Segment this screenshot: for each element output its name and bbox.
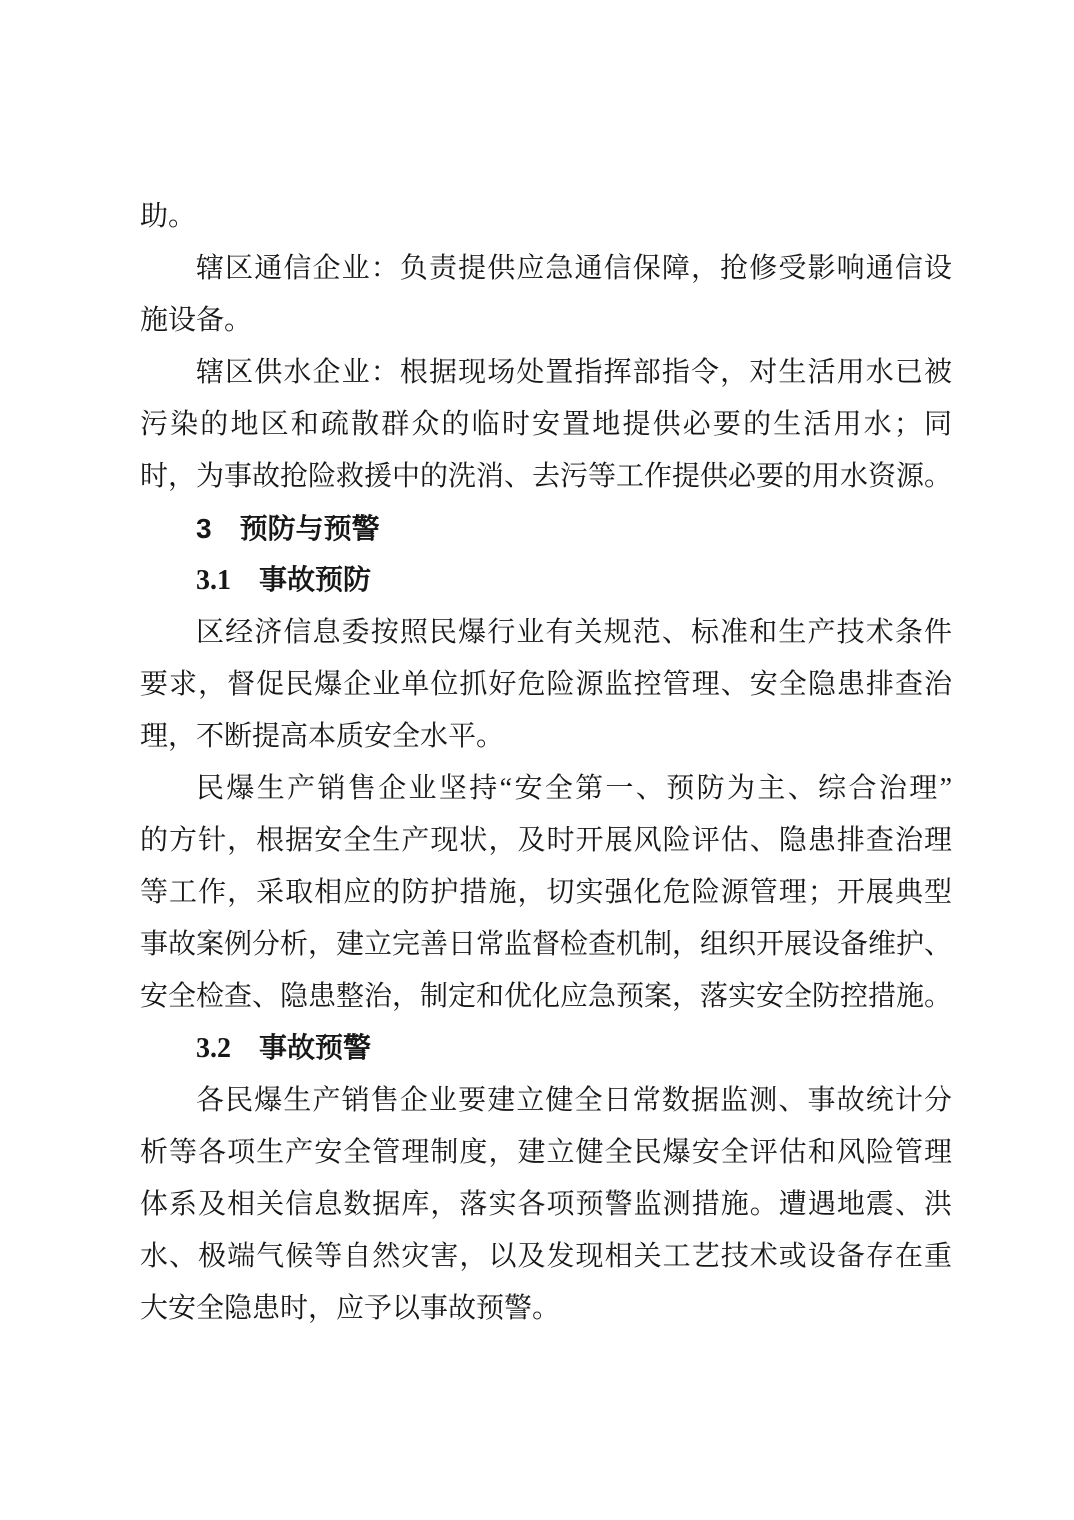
text-line: 辖区通信企业：负责提供应急通信保障，抢修受影响通信设 xyxy=(196,253,952,284)
heading-number: 3.1 xyxy=(196,565,231,596)
heading-title: 预防与预警 xyxy=(239,513,380,544)
text-line: 理，不断提高本质安全水平。 xyxy=(140,721,505,752)
text-line: 大安全隐患时，应予以事故预警。 xyxy=(140,1293,561,1324)
subsection-heading-3-1 xyxy=(140,555,952,607)
text-line: 事故案例分析，建立完善日常监督检查机制，组织开展设备维护、 xyxy=(140,929,953,960)
text-line: 要求，督促民爆企业单位抓好危险源监控管理、安全隐患排查治 xyxy=(140,669,952,700)
text-line: 安全检查、隐患整治，制定和优化应急预案，落实安全防控措施。 xyxy=(140,981,953,1012)
text-line: 助。 xyxy=(140,201,197,232)
text-line: 的方针，根据安全生产现状，及时开展风险评估、隐患排查治理 xyxy=(140,825,952,856)
text-line: 析等各项生产安全管理制度，建立健全民爆安全评估和风险管理 xyxy=(140,1137,952,1168)
text-line: 时，为事故抢险救援中的洗消、去污等工作提供必要的用水资源。 xyxy=(140,461,953,492)
heading-title: 事故预防 xyxy=(259,565,372,596)
section-heading-3 xyxy=(140,503,952,555)
text-line: 各民爆生产销售企业要建立健全日常数据监测、事故统计分 xyxy=(196,1085,952,1116)
text-line: 污染的地区和疏散群众的临时安置地提供必要的生活用水；同 xyxy=(140,409,952,440)
text-line: 区经济信息委按照民爆行业有关规范、标准和生产技术条件 xyxy=(196,617,952,648)
text-line: 水、极端气候等自然灾害，以及发现相关工艺技术或设备存在重 xyxy=(140,1241,952,1272)
text-line: 等工作，采取相应的防护措施，切实强化危险源管理；开展典型 xyxy=(140,877,952,908)
text-line: 辖区供水企业：根据现场处置指挥部指令，对生活用水已被 xyxy=(196,357,952,388)
heading-title: 事故预警 xyxy=(259,1033,372,1064)
heading-number: 3.2 xyxy=(196,1033,231,1064)
text-line: 施设备。 xyxy=(140,305,253,336)
text-line: 民爆生产销售企业坚持“安全第一、预防为主、综合治理” xyxy=(196,773,952,804)
text-line: 体系及相关信息数据库，落实各项预警监测措施。遭遇地震、洪 xyxy=(140,1189,952,1220)
heading-number: 3 xyxy=(196,513,212,544)
subsection-heading-3-2 xyxy=(140,1023,952,1075)
document-body xyxy=(140,191,952,1335)
